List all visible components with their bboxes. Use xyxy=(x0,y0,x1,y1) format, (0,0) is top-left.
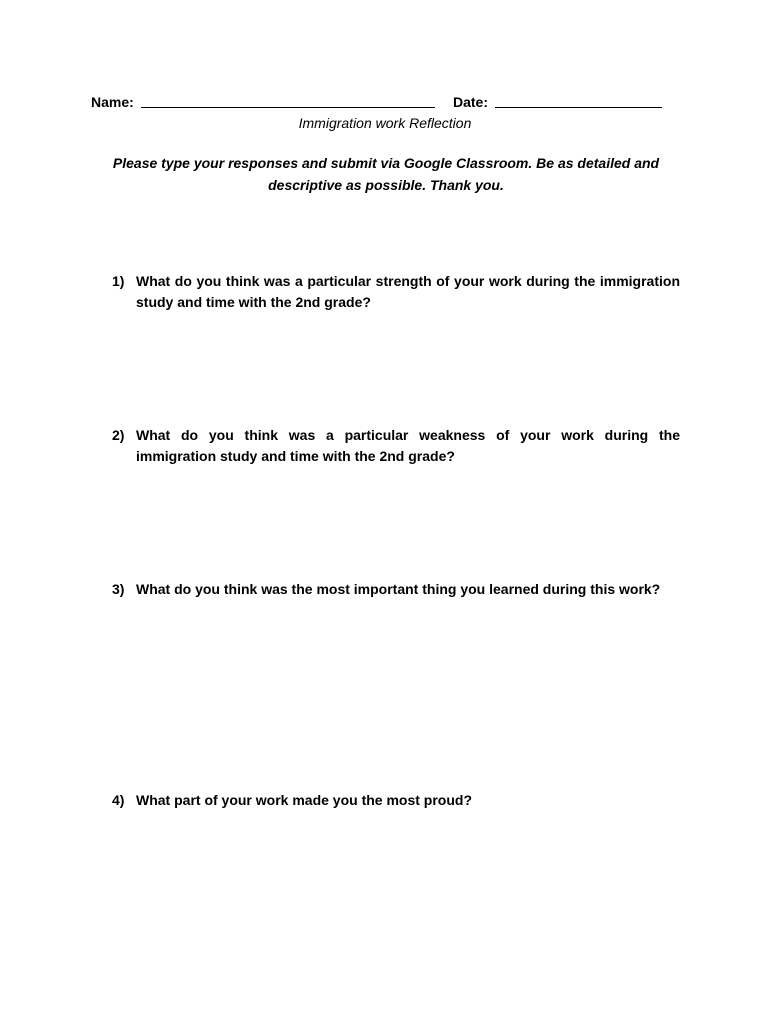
question-number: 4) xyxy=(112,792,125,808)
question-text: What part of your work made you the most proud? xyxy=(136,792,473,808)
header-row xyxy=(91,93,691,113)
question-number: 2) xyxy=(112,427,125,443)
question-number: 1) xyxy=(112,273,125,289)
name-blank-line xyxy=(141,107,435,108)
question-2 xyxy=(112,425,680,467)
question-4 xyxy=(112,790,680,811)
question-text: What do you think was a particular weakness of your work during the immigration study and time with the 2nd grade? xyxy=(136,427,680,464)
document-title: Immigration work Reflection xyxy=(298,115,472,131)
question-number: 3) xyxy=(112,581,125,597)
name-label: Name: xyxy=(91,94,134,110)
date-label: Date: xyxy=(453,94,489,110)
date-blank-line xyxy=(495,107,662,108)
question-text: What do you think was a particular strength of your work during the immigration study and time with the 2nd grade? xyxy=(136,273,680,310)
question-3 xyxy=(112,579,680,600)
question-text: What do you think was the most important thing you learned during this work? xyxy=(136,581,661,597)
instructions-text: Please type your responses and submit via Google Classroom. Be as detailed and descriptive as possible. Thank you. xyxy=(112,155,660,193)
question-1 xyxy=(112,271,680,313)
